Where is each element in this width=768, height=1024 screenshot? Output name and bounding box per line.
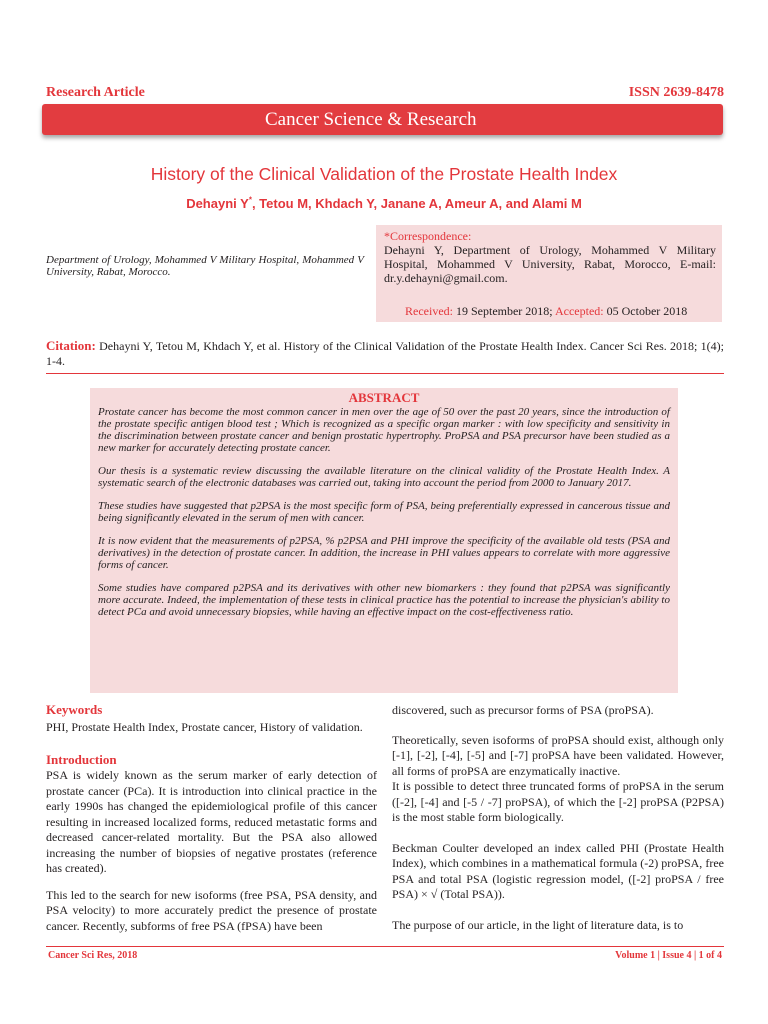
accepted-label: Accepted: <box>554 304 604 318</box>
divider <box>46 373 724 374</box>
paragraph: PSA is widely known as the serum marker of early detection of prostate cancer (PCa). It is introduction into clinical practice in the early 1990s has changed the epidemiological profile of this cancer resulting in increased localized forms, reduced metastatic forms and decreased cancer-related mortality. But the PSA also allowed increasing the number of biopsies of negative prostates (reference has created). <box>46 768 377 875</box>
correspondence-box <box>376 225 722 322</box>
author-list <box>0 196 768 211</box>
abstract-paragraph: Some studies have compared p2PSA and its derivatives with other new biomarkers : they found that p2PSA was significantly more accurate. Indeed, the implementation of these tests in clinical practice has the potential to increase the physician's ability to detect PCa and avoid unnecessary biopsies, while having an effective impact on the cost-effectiveness ratio. <box>98 582 670 618</box>
abstract-box <box>90 388 678 693</box>
paragraph: This led to the search for new isoforms (free PSA, PSA density, and PSA velocity) to more accurately predict the presence of prostate cancer. Recently, subforms of free PSA (fPSA) have been <box>46 887 377 933</box>
abstract-paragraph: Our thesis is a systematic review discussing the available literature on the clinical validity of the Prostate Health Index. A systematic search of the electronic databases was carried out, taking into account the period from 2000 to January 2017. <box>98 465 670 489</box>
footer-page-info: Volume 1 | Issue 4 | 1 of 4 <box>615 950 722 961</box>
paragraph: Beckman Coulter developed an index called PHI (Prostate Health Index), which combines in a mathematical formula (-2) proPSA, free PSA and total PSA (logistic regression model, ([-2] proPSA / free PSA) × √ (Total PSA)). <box>392 840 724 901</box>
abstract-body <box>98 406 670 629</box>
citation-text: Dehayni Y, Tetou M, Khdach Y, et al. History of the Clinical Validation of the Prostate Health Index. Cancer Sci Res. 2018; 1(4); 1-4. <box>46 339 725 368</box>
correspondence-label: *Correspondence: <box>384 229 472 243</box>
article-title: History of the Clinical Validation of the Prostate Health Index <box>150 164 618 184</box>
citation-label: Citation: <box>46 338 96 353</box>
correspondence-body: Dehayni Y, Department of Urology, Mohammed V Military Hospital, Mohammed V University, Rabat, Morocco, E-mail: dr.y.dehayni@gmail.com. <box>384 243 716 285</box>
abstract-paragraph: Prostate cancer has become the most common cancer in men over the age of 50 over the past 20 years, since the introduction of the prostate specific antigen blood test ; Which is recognized as a specific organ marker : with low specificity and sensitivity in the discrimination between prostate cancer and benign prostatic hypertrophy. ProPSA and PSA precursor have been studied as a new marker for accurately detecting prostate cancer. <box>98 406 670 454</box>
header-line <box>46 85 724 101</box>
abstract-paragraph: It is now evident that the measurements of p2PSA, % p2PSA and PHI improve the specificity of the available old tests (PSA and derivatives) in the detection of prostate cancer. In addition, the increase in PHI values appears to correlate with more aggressive forms of cancer. <box>98 535 670 571</box>
citation <box>46 338 724 369</box>
affiliation: Department of Urology, Mohammed V Military Hospital, Mohammed V University, Rabat, Morocco. <box>46 254 364 278</box>
keywords-heading: Keywords <box>46 702 103 717</box>
footer-journal: Cancer Sci Res, 2018 <box>48 950 138 961</box>
issn: ISSN 2639-8478 <box>628 85 724 100</box>
article-type: Research Article <box>46 85 145 100</box>
paragraph: discovered, such as precursor forms of PSA (proPSA). <box>392 703 654 717</box>
journal-name: Cancer Science & Research <box>265 109 477 130</box>
paragraph: Theoretically, seven isoforms of proPSA should exist, although only [-1], [-2], [-4], [-5] and [-7] proPSA have been validated. However, all forms of proPSA are enzymatically inactive. <box>392 732 724 778</box>
received-date: 19 September 2018; <box>455 304 553 318</box>
introduction-body <box>46 768 377 934</box>
accepted-date: 05 October 2018 <box>606 304 688 318</box>
paragraph: The purpose of our article, in the light of literature data, is to <box>392 917 684 932</box>
paragraph: It is possible to detect three truncated forms of proPSA in the serum ([-2], [-4] and [-5 / -7] proPSA), of which the [-2] proPSA (P2PSA) is the most stable form biologically. <box>392 779 724 824</box>
keywords-text: PHI, Prostate Health Index, Prostate cancer, History of validation. <box>46 720 363 734</box>
dates <box>405 304 687 319</box>
abstract-heading: ABSTRACT <box>348 390 420 405</box>
authors-text: Dehayni Y*, Tetou M, Khdach Y, Janane A, Ameur A, and Alami M <box>186 196 582 212</box>
journal-banner <box>42 104 723 135</box>
received-label: Received: <box>405 304 453 318</box>
introduction-heading: Introduction <box>46 752 117 767</box>
abstract-paragraph: These studies have suggested that p2PSA is the most specific form of PSA, being preferentially expressed in cancerous tissue and being significantly elevated in the serum of men with cancer. <box>98 500 670 524</box>
footer-divider <box>46 946 724 947</box>
right-column-body <box>392 703 724 933</box>
